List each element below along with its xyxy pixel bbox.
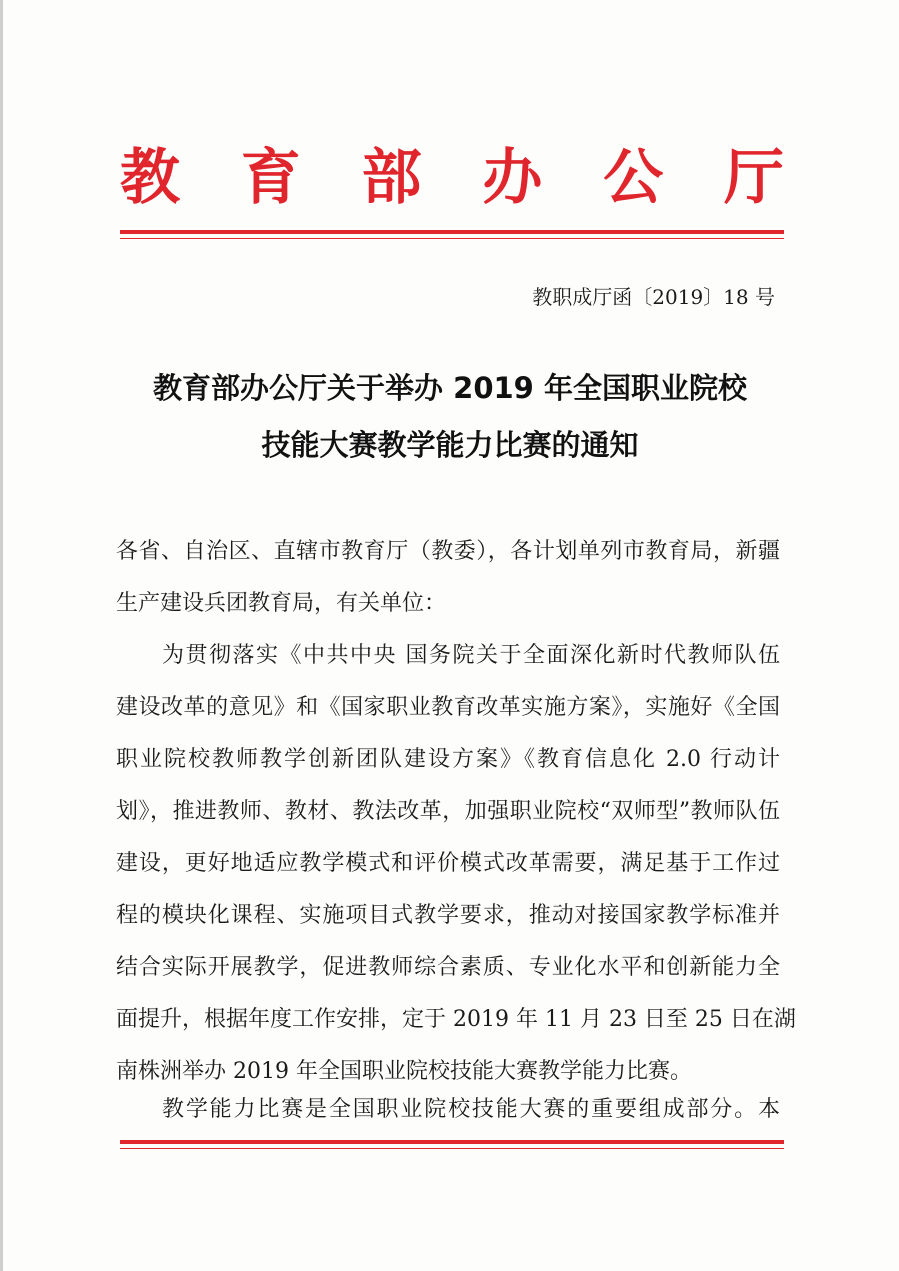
document-title-line-2: 技能大赛教学能力比赛的通知: [261, 428, 639, 462]
masthead-title: [120, 142, 784, 214]
paragraph-line: 建设改革的意见》和《国家职业教育改革实施方案》，实施好《全国: [116, 695, 780, 720]
masthead-char: 部: [361, 143, 422, 213]
paragraph-line: 程的模块化课程、实施项目式教学要求，推动对接国家教学标准并: [116, 903, 780, 928]
paragraph-line: 职业院校教师教学创新团队建设方案》《教育信息化 2.0 行动计: [116, 747, 780, 772]
paragraph-line: 教学能力比赛是全国职业院校技能大赛的重要组成部分。本: [162, 1097, 780, 1122]
paragraph-line: 为贯彻落实《中共中央 国务院关于全面深化新时代教师队伍: [162, 643, 780, 668]
masthead-char: 教: [120, 143, 180, 213]
paragraph-line: 划》，推进教师、教材、教法改革，加强职业院校“双师型”教师队伍: [116, 799, 780, 824]
addressee-line: 各省、自治区、直辖市教育厅（教委），各计划单列市教育局，新疆: [116, 539, 780, 564]
addressee-line: 生产建设兵团教育局，有关单位：: [116, 591, 447, 616]
masthead-char: 厅: [723, 143, 784, 213]
paragraph-line: 南株洲举办 2019 年全国职业院校技能大赛教学能力比赛。: [116, 1059, 692, 1084]
masthead-char: 育: [240, 143, 301, 213]
paragraph-line: 结合实际开展教学，促进教师综合素质、专业化水平和创新能力全: [116, 955, 780, 980]
masthead-char: 公: [603, 143, 664, 213]
masthead-divider-thin: [120, 238, 784, 239]
footer-divider-thin: [120, 1148, 784, 1149]
masthead-divider-thick: [120, 230, 784, 234]
footer-divider-thick: [120, 1140, 784, 1144]
scan-edge: [0, 0, 3, 1271]
paragraph-line: 建设，更好地适应教学模式和评价模式改革需要，满足基于工作过: [116, 851, 780, 876]
document-title-line-1: 教育部办公厅关于举办 2019 年全国职业院校: [153, 371, 747, 405]
masthead-char: 办: [482, 143, 543, 213]
document-number: 教职成厅函〔2019〕18 号: [532, 285, 775, 309]
paragraph-line: 面提升，根据年度工作安排，定于 2019 年 11 月 23 日至 25 日在湖: [116, 1007, 796, 1032]
